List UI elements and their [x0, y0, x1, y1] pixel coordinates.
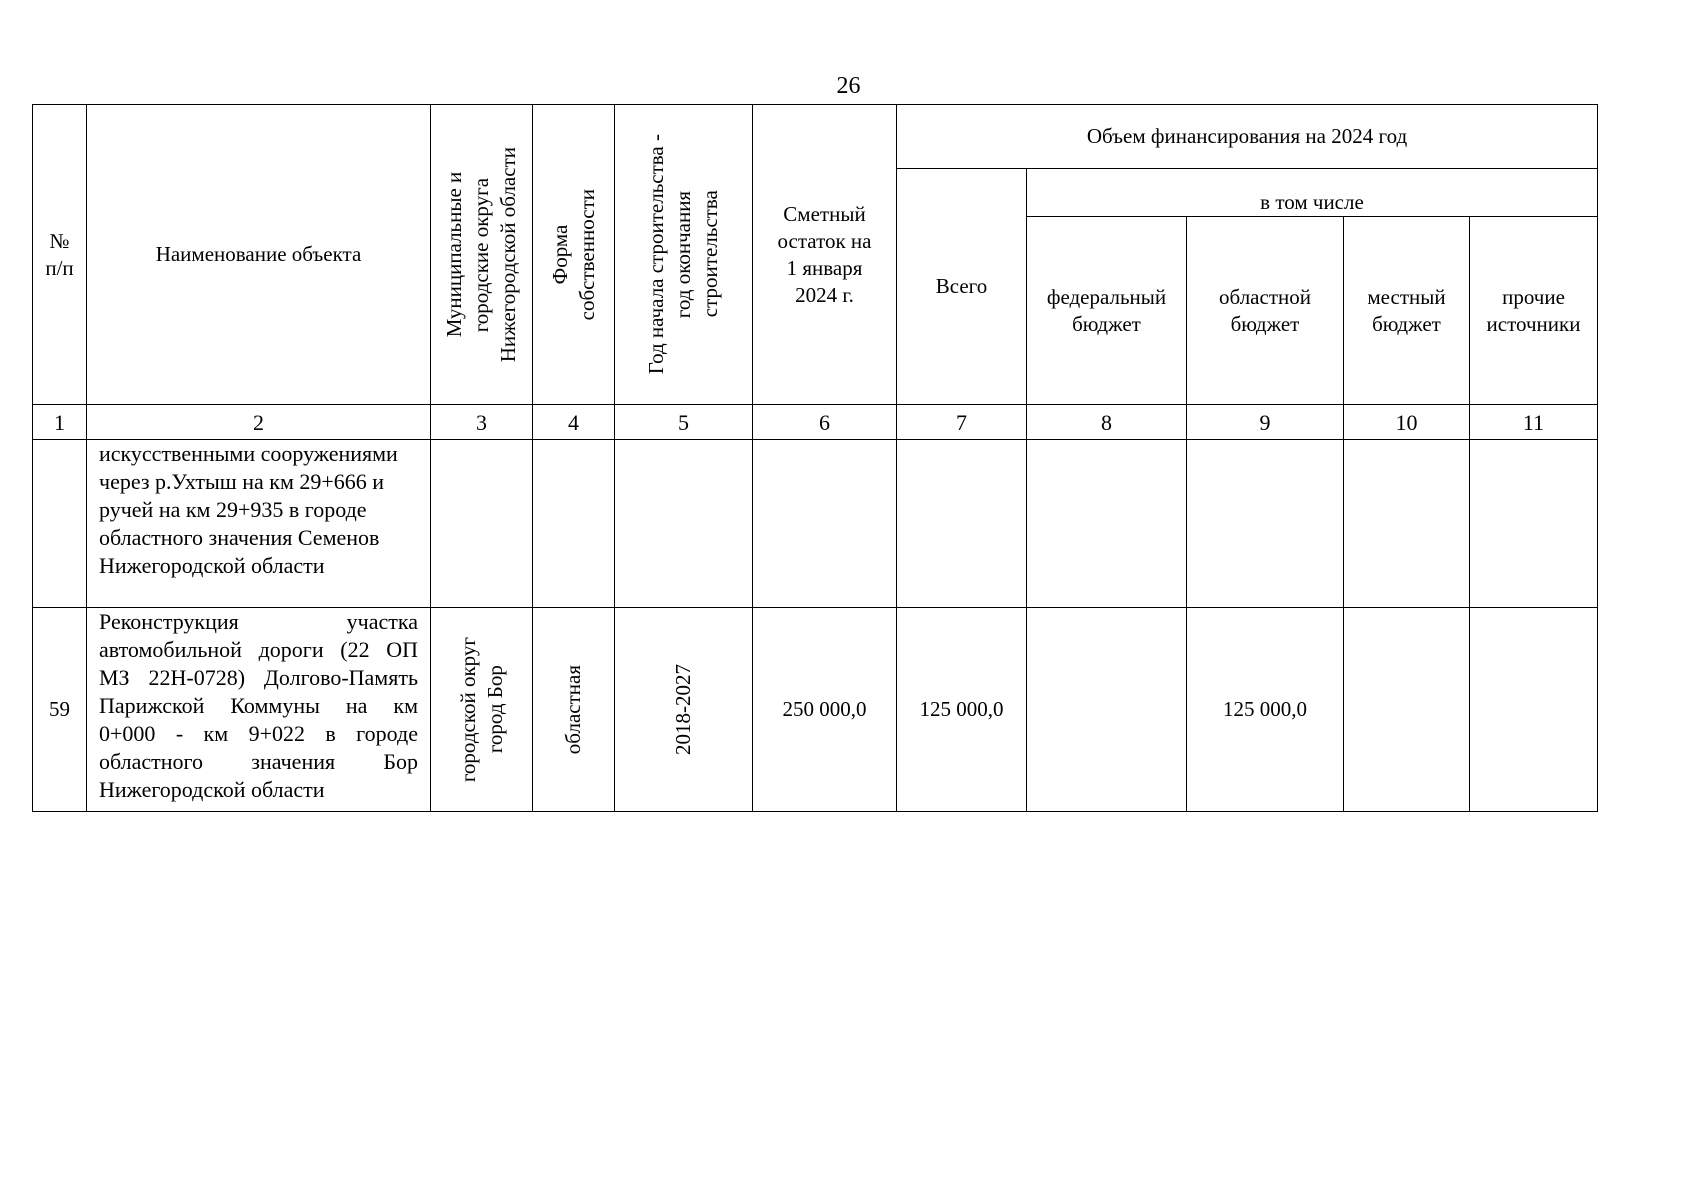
table-row [33, 608, 1598, 812]
financing-table [32, 104, 1598, 812]
header-row-1 [33, 105, 1598, 169]
construction-years [615, 440, 753, 608]
column-number: 5 [615, 405, 753, 440]
federal-budget [1027, 440, 1187, 608]
header-including: в том числе [1027, 169, 1598, 217]
header-ownership: Форма собственности [533, 105, 615, 405]
header-construction-years: Год начала строительства - год окончания строительства [615, 105, 753, 405]
header-local-budget: местный бюджет [1344, 217, 1470, 405]
column-number: 8 [1027, 405, 1187, 440]
municipality [431, 440, 533, 608]
column-number: 10 [1344, 405, 1470, 440]
estimate-balance: 250 000,0 [753, 608, 897, 812]
regional-budget: 125 000,0 [1187, 608, 1344, 812]
header-municipality: Муниципальные и городские округа Нижегородской области [431, 105, 533, 405]
other-sources [1470, 608, 1598, 812]
regional-budget [1187, 440, 1344, 608]
column-number: 6 [753, 405, 897, 440]
column-number: 4 [533, 405, 615, 440]
object-name: искусственными сооружениями через р.Ухтыш на км 29+666 и ручей на км 29+935 в городе областного значения Семенов Нижегородской области [87, 440, 431, 608]
header-regional-budget: областной бюджет [1187, 217, 1344, 405]
header-row-number: № п/п [33, 105, 87, 405]
row-number [33, 440, 87, 608]
municipality: городской округ город Бор [431, 608, 533, 812]
other-sources [1470, 440, 1598, 608]
column-numbers-row [33, 405, 1598, 440]
column-number: 2 [87, 405, 431, 440]
estimate-balance [753, 440, 897, 608]
construction-years: 2018-2027 [615, 608, 753, 812]
local-budget [1344, 440, 1470, 608]
financing-total: 125 000,0 [897, 608, 1027, 812]
header-financing: Объем финансирования на 2024 год [897, 105, 1598, 169]
header-total: Всего [897, 169, 1027, 405]
federal-budget [1027, 608, 1187, 812]
column-number: 7 [897, 405, 1027, 440]
header-federal-budget: федеральный бюджет [1027, 217, 1187, 405]
table-row [33, 440, 1598, 608]
header-other-sources: прочие источники [1470, 217, 1598, 405]
row-number: 59 [33, 608, 87, 812]
column-number: 1 [33, 405, 87, 440]
financing-total [897, 440, 1027, 608]
local-budget [1344, 608, 1470, 812]
object-name: Реконструкция участка автомобильной дороги (22 ОП МЗ 22Н-0728) Долгово-Память Парижской Коммуны на км 0+000 - км 9+022 в городе областного значения Бор Нижегородской области [87, 608, 431, 812]
column-number: 3 [431, 405, 533, 440]
header-object-name: Наименование объекта [87, 105, 431, 405]
header-estimate-balance: Сметный остаток на 1 января 2024 г. [753, 105, 897, 405]
column-number: 11 [1470, 405, 1598, 440]
column-number: 9 [1187, 405, 1344, 440]
ownership [533, 440, 615, 608]
ownership: областная [533, 608, 615, 812]
page-number: 26 [836, 73, 861, 99]
